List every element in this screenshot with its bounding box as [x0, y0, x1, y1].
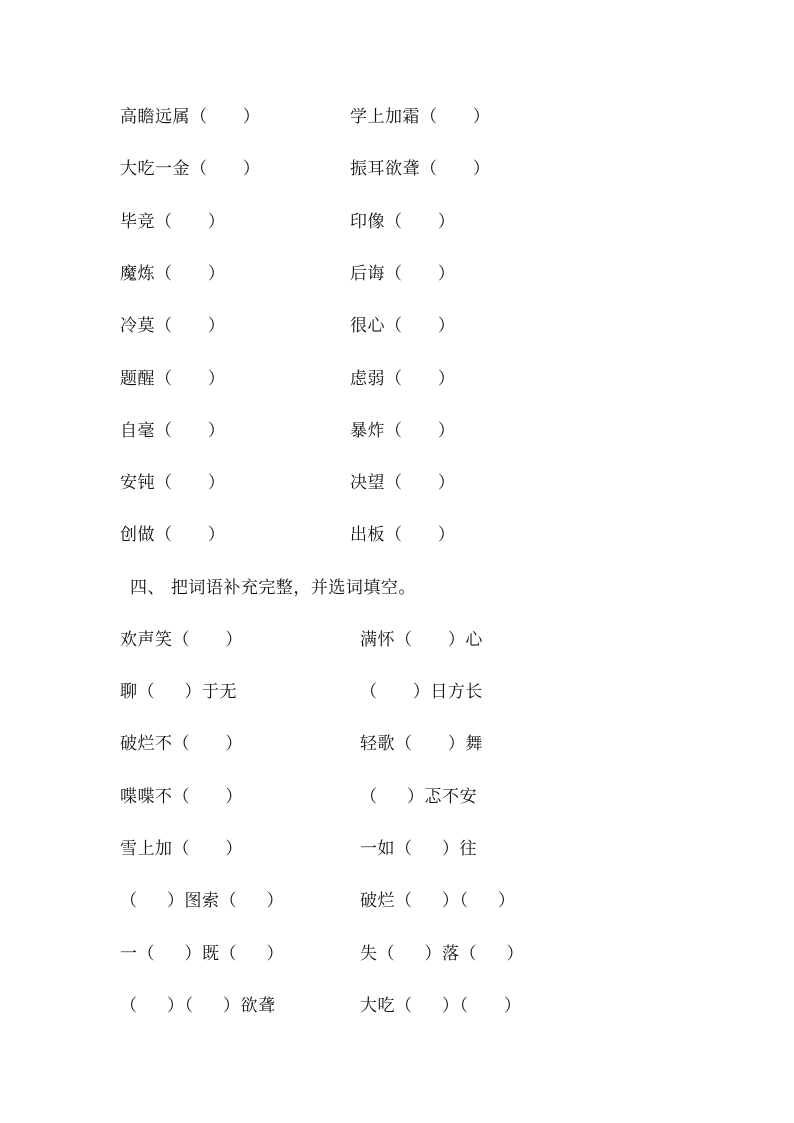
idiom-blank-item: （ ）日方长: [360, 682, 483, 702]
idiom-blank-item: 满怀（ ）心: [360, 630, 483, 650]
idiom-item: 高瞻远属（ ）: [120, 107, 261, 127]
idiom-blank-item: 一如（ ）往: [360, 839, 478, 859]
idiom-blank-item: 破烂（ ）（ ）: [360, 891, 516, 911]
idiom-blank-item: 喋喋不（ ）: [120, 787, 243, 807]
word-item: 创做（ ）: [120, 525, 226, 545]
word-item: 虑弱（ ）: [350, 369, 456, 389]
idiom-blank-item: 一（ ）既（ ）: [120, 944, 285, 964]
idiom-blank-item: 聊（ ）于无: [120, 682, 238, 702]
word-item: 自毫（ ）: [120, 421, 226, 441]
idiom-blank-item: （ ）图索（ ）: [120, 891, 285, 911]
word-item: 决望（ ）: [350, 473, 456, 493]
idiom-item: 大吃一金（ ）: [120, 159, 261, 179]
idiom-blank-item: （ ）（ ）欲聋: [120, 996, 276, 1016]
word-item: 魔炼（ ）: [120, 264, 226, 284]
idiom-blank-item: （ ）忑不安: [360, 787, 478, 807]
idiom-blank-item: 雪上加（ ）: [120, 839, 243, 859]
idiom-blank-item: 破烂不（ ）: [120, 734, 243, 754]
word-item: 很心（ ）: [350, 316, 456, 336]
word-item: 毕竞（ ）: [120, 212, 226, 232]
section-heading: 四、 把词语补充完整，并选词填空。: [130, 578, 416, 598]
word-item: 冷莫（ ）: [120, 316, 226, 336]
word-item: 题醒（ ）: [120, 369, 226, 389]
idiom-item: 学上加霜（ ）: [350, 107, 491, 127]
idiom-blank-item: 失（ ）落（ ）: [360, 944, 525, 964]
word-item: 暴炸（ ）: [350, 421, 456, 441]
word-item: 印像（ ）: [350, 212, 456, 232]
word-item: 后诲（ ）: [350, 264, 456, 284]
idiom-blank-item: 轻歌（ ）舞: [360, 734, 483, 754]
idiom-blank-item: 欢声笑（ ）: [120, 630, 243, 650]
idiom-item: 振耳欲聋（ ）: [350, 159, 491, 179]
word-item: 安钝（ ）: [120, 473, 226, 493]
word-item: 出板（ ）: [350, 525, 456, 545]
idiom-blank-item: 大吃（ ）（ ）: [360, 996, 522, 1016]
